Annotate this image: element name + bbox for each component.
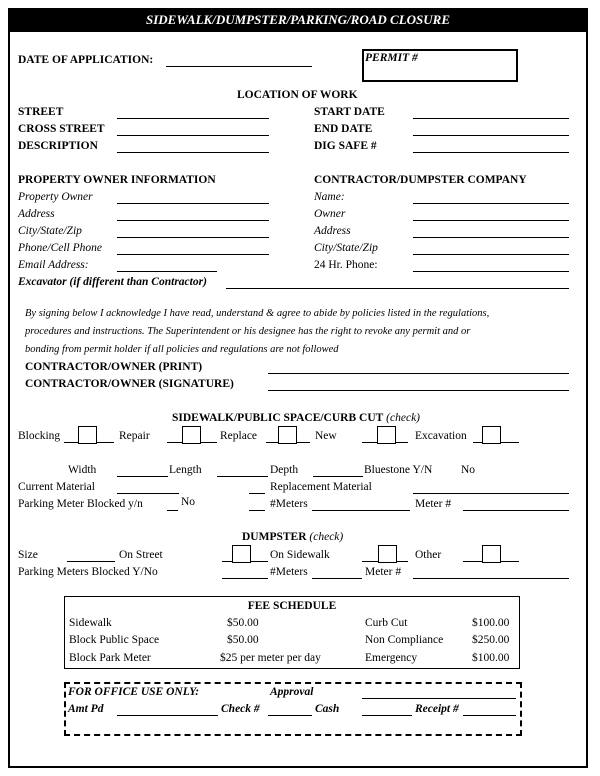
contractor-phone-label: 24 Hr. Phone: bbox=[314, 259, 378, 271]
owner-city-field[interactable] bbox=[117, 237, 269, 238]
agreement-line-2: procedures and instructions. The Superintendent or his designee has the right to revoke any permit and or bbox=[25, 326, 471, 337]
dig-safe-field[interactable] bbox=[413, 152, 569, 153]
replace-checkbox[interactable] bbox=[278, 426, 297, 444]
dumpster-check-hint: (check) bbox=[309, 531, 344, 543]
length-label: Length bbox=[169, 464, 202, 476]
meters-blocked-no: /No bbox=[140, 566, 158, 578]
signature-label: CONTRACTOR/OWNER (SIGNATURE) bbox=[25, 378, 234, 390]
current-material-field[interactable] bbox=[117, 493, 179, 494]
fee-row-2-left-value: $50.00 bbox=[227, 634, 259, 646]
end-date-label: END DATE bbox=[314, 123, 373, 135]
owner-address-label: Address bbox=[18, 208, 55, 220]
dumpster-heading-wrap bbox=[242, 530, 343, 544]
meter-blocked-field[interactable] bbox=[167, 510, 178, 511]
on-street-label: On Street bbox=[119, 549, 163, 561]
fee-row-2-left-label: Block Public Space bbox=[69, 634, 160, 646]
approval-field[interactable] bbox=[362, 698, 516, 699]
cross-street-field[interactable] bbox=[117, 135, 269, 136]
fee-heading: FEE SCHEDULE bbox=[247, 600, 337, 612]
owner-phone-field[interactable] bbox=[117, 254, 269, 255]
repair-checkbox[interactable] bbox=[182, 426, 201, 444]
meters-blocked-label: Parking Meters Blocked Y bbox=[18, 566, 141, 578]
agreement-line-3: bonding from permit holder if all policies and regulations are not followed bbox=[25, 344, 339, 355]
print-field[interactable] bbox=[268, 373, 569, 374]
print-label: CONTRACTOR/OWNER (PRINT) bbox=[25, 361, 203, 373]
replacement-material-label: Replacement Material bbox=[270, 481, 372, 493]
fee-row-3-right-label: Emergency bbox=[365, 652, 418, 664]
permit-label: PERMIT # bbox=[365, 52, 418, 64]
agreement-line-1: By signing below I acknowledge I have read, understand & agree to abide by policies listed in the regulations, bbox=[25, 308, 490, 319]
fee-row-1-left-value: $50.00 bbox=[227, 617, 259, 629]
current-material-label: Current Material bbox=[18, 481, 95, 493]
contractor-heading: CONTRACTOR/DUMPSTER COMPANY bbox=[314, 174, 527, 186]
new-label: New bbox=[315, 430, 337, 442]
meters-field[interactable] bbox=[312, 510, 410, 511]
meters-label: #Meters bbox=[270, 498, 308, 510]
date-of-application-field[interactable] bbox=[166, 66, 312, 67]
on-street-checkbox[interactable] bbox=[232, 545, 251, 563]
fee-row-1-right-label: Curb Cut bbox=[365, 617, 408, 629]
meter-blocked-label: Parking Meter Blocked y/n bbox=[18, 498, 143, 510]
start-date-field[interactable] bbox=[413, 118, 569, 119]
contractor-phone-field[interactable] bbox=[413, 271, 569, 272]
date-of-application-label: DATE OF APPLICATION: bbox=[18, 54, 154, 66]
meters-blocked-field[interactable] bbox=[222, 578, 268, 579]
replace-label: Replace bbox=[220, 430, 258, 442]
excavation-label: Excavation bbox=[415, 430, 467, 442]
on-sidewalk-checkbox[interactable] bbox=[378, 545, 397, 563]
location-heading: LOCATION OF WORK bbox=[237, 89, 358, 101]
cash-label: Cash bbox=[315, 703, 340, 715]
contractor-address-label: Address bbox=[314, 225, 351, 237]
check-number-label: Check # bbox=[221, 703, 260, 715]
owner-email-label: Email Address: bbox=[18, 259, 89, 271]
repair-label: Repair bbox=[119, 430, 150, 442]
start-date-label: START DATE bbox=[314, 106, 385, 118]
street-field[interactable] bbox=[117, 118, 269, 119]
office-use-label: FOR OFFICE USE ONLY: bbox=[68, 686, 200, 698]
dumpster-heading: DUMPSTER bbox=[242, 531, 307, 543]
description-label: DESCRIPTION bbox=[18, 140, 98, 152]
dumpster-meter-number-label: Meter # bbox=[365, 566, 402, 578]
receipt-field[interactable] bbox=[463, 715, 516, 716]
signature-field[interactable] bbox=[268, 390, 569, 391]
replacement-tick bbox=[249, 493, 265, 494]
description-field[interactable] bbox=[117, 152, 269, 153]
owner-heading: PROPERTY OWNER INFORMATION bbox=[18, 174, 216, 186]
cash-field[interactable] bbox=[362, 715, 412, 716]
depth-field[interactable] bbox=[313, 476, 363, 477]
fee-row-1-left-label: Sidewalk bbox=[69, 617, 112, 629]
form-title: SIDEWALK/DUMPSTER/PARKING/ROAD CLOSURE bbox=[8, 8, 588, 32]
contractor-address-field[interactable] bbox=[413, 237, 569, 238]
owner-phone-label: Phone/Cell Phone bbox=[18, 242, 102, 254]
blocking-label: Blocking bbox=[18, 430, 61, 442]
blocking-checkbox[interactable] bbox=[78, 426, 97, 444]
cross-street-label: CROSS STREET bbox=[18, 123, 105, 135]
other-label: Other bbox=[415, 549, 442, 561]
approval-label: Approval bbox=[270, 686, 314, 698]
size-field[interactable] bbox=[67, 561, 115, 562]
sidewalk-heading: SIDEWALK/PUBLIC SPACE/CURB CUT bbox=[172, 412, 384, 424]
bluestone-no: No bbox=[461, 464, 476, 476]
amt-pd-field[interactable] bbox=[117, 715, 218, 716]
owner-address-field[interactable] bbox=[117, 220, 269, 221]
property-owner-label: Property Owner bbox=[18, 191, 93, 203]
meters-tick bbox=[249, 510, 265, 511]
size-label: Size bbox=[18, 549, 38, 561]
contractor-city-label: City/State/Zip bbox=[314, 242, 378, 254]
other-checkbox[interactable] bbox=[482, 545, 501, 563]
end-date-field[interactable] bbox=[413, 135, 569, 136]
width-label: Width bbox=[68, 464, 97, 476]
amt-pd-label: Amt Pd bbox=[68, 703, 104, 715]
contractor-city-field[interactable] bbox=[413, 254, 569, 255]
dig-safe-label: DIG SAFE # bbox=[314, 140, 377, 152]
street-label: STREET bbox=[18, 106, 64, 118]
fee-row-1-right-value: $100.00 bbox=[472, 617, 510, 629]
new-checkbox[interactable] bbox=[377, 426, 396, 444]
check-number-field[interactable] bbox=[268, 715, 312, 716]
depth-label: Depth bbox=[270, 464, 299, 476]
owner-email-field[interactable] bbox=[117, 271, 217, 272]
on-sidewalk-label: On Sidewalk bbox=[270, 549, 330, 561]
dumpster-meters-label: #Meters bbox=[270, 566, 308, 578]
owner-city-label: City/State/Zip bbox=[18, 225, 82, 237]
contractor-owner-label: Owner bbox=[314, 208, 346, 220]
excavator-label: Excavator (if different than Contractor) bbox=[18, 276, 207, 288]
excavation-checkbox[interactable] bbox=[482, 426, 501, 444]
bluestone-label: Bluestone Y/N bbox=[364, 464, 433, 476]
fee-row-3-left-label: Block Park Meter bbox=[69, 652, 151, 664]
length-field[interactable] bbox=[217, 476, 268, 477]
meters-blocked-wrap bbox=[18, 565, 158, 579]
sidewalk-check-hint: (check) bbox=[386, 412, 420, 424]
fee-row-2-right-value: $250.00 bbox=[472, 634, 510, 646]
dumpster-meter-number-field[interactable] bbox=[413, 578, 569, 579]
width-field[interactable] bbox=[117, 476, 168, 477]
property-owner-field[interactable] bbox=[117, 203, 269, 204]
contractor-owner-field[interactable] bbox=[413, 220, 569, 221]
replacement-material-field[interactable] bbox=[413, 493, 569, 494]
meter-number-field[interactable] bbox=[463, 510, 569, 511]
contractor-name-label: Name: bbox=[314, 191, 345, 203]
receipt-label: Receipt # bbox=[415, 703, 459, 715]
meter-blocked-no: No bbox=[181, 496, 196, 508]
dumpster-meters-field[interactable] bbox=[312, 578, 362, 579]
fee-row-3-right-value: $100.00 bbox=[472, 652, 510, 664]
excavator-field[interactable] bbox=[226, 288, 569, 289]
meter-number-label: Meter # bbox=[415, 498, 452, 510]
sidewalk-heading-wrap bbox=[172, 411, 420, 425]
fee-row-2-right-label: Non Compliance bbox=[365, 634, 444, 646]
contractor-name-field[interactable] bbox=[413, 203, 569, 204]
fee-row-3-left-value: $25 per meter per day bbox=[220, 652, 321, 664]
